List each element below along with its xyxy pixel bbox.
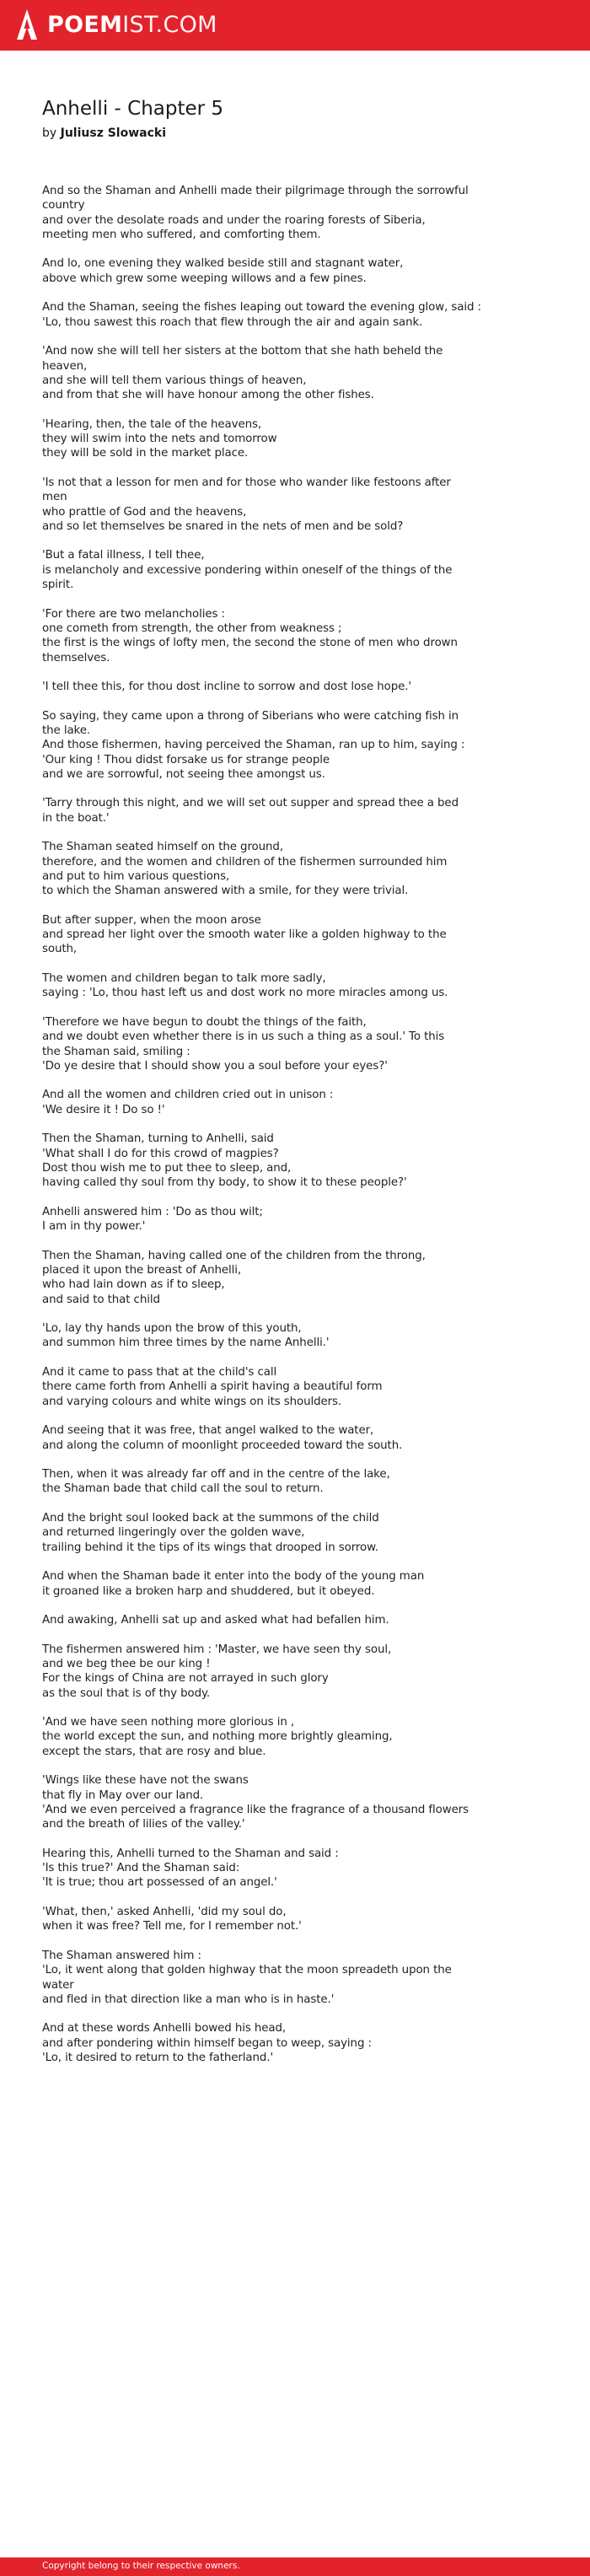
poem-line: themselves. xyxy=(42,651,110,664)
poem-stanza xyxy=(42,680,497,694)
poem-line: meeting men who suffered, and comforting them. xyxy=(42,228,321,241)
site-logo-text: POEMIST.COM xyxy=(47,12,217,38)
poem-line: 'Lo, it went along that golden highway that the moon spreadeth upon the xyxy=(42,1964,452,1977)
byline-prefix: by xyxy=(42,126,57,140)
poem-line: And those fishermen, having perceived the Shaman, ran up to him, saying : xyxy=(42,739,465,752)
poem-stanza xyxy=(42,1365,497,1409)
poem-line: Then the Shaman, having called one of the children from the throng, xyxy=(42,1249,426,1262)
poem-line: except the stars, that are rosy and blue. xyxy=(42,1745,266,1758)
poem-line: the Shaman said, smiling : xyxy=(42,1045,190,1058)
poem-byline xyxy=(42,126,166,140)
poem-line: 'Is this true?' And the Shaman said: xyxy=(42,1862,240,1875)
poem-stanza xyxy=(42,1905,497,1934)
poem-line: therefore, and the women and children of the fishermen surrounded him xyxy=(42,855,448,869)
poem-line: But after supper, when the moon arose xyxy=(42,913,261,927)
poem-line: And all the women and children cried out in unison : xyxy=(42,1089,334,1102)
poem-line: 'Therefore we have begun to doubt the things of the faith, xyxy=(42,1015,367,1029)
poem-line: 'We desire it ! Do so !' xyxy=(42,1103,165,1116)
poem-line: 'Lo, lay thy hands upon the brow of this youth, xyxy=(42,1322,302,1336)
poem-line: Anhelli answered him : 'Do as thou wilt; xyxy=(42,1205,263,1218)
poem-line: and we beg thee be our king ! xyxy=(42,1657,211,1670)
poem-line: and spread her light over the smooth water like a golden highway to the xyxy=(42,928,447,942)
poem-stanza xyxy=(42,607,497,665)
poem-line: 'Do ye desire that I should show you a soul before your eyes?' xyxy=(42,1059,388,1073)
poem-line: and fled in that direction like a man who is in haste.' xyxy=(42,1993,335,2006)
poem-line: placed it upon the breast of Anhelli, xyxy=(42,1263,242,1277)
poem-stanza xyxy=(42,796,497,826)
poem-line: Hearing this, Anhelli turned to the Shaman and said : xyxy=(42,1847,339,1860)
poem-stanza xyxy=(42,1423,497,1453)
poem-line: country xyxy=(42,199,85,212)
poem-line: And at these words Anhelli bowed his head, xyxy=(42,2022,287,2036)
poem-line: that fly in May over our land. xyxy=(42,1788,204,1802)
poem-line: having called thy soul from thy body, to show it to these people?' xyxy=(42,1176,407,1190)
poem-line: And when the Shaman bade it enter into the body of the young man xyxy=(42,1570,425,1584)
poem-line: The Shaman answered him : xyxy=(42,1949,201,1962)
poem-line: who prattle of God and the heavens, xyxy=(42,505,247,519)
poem-line: And awaking, Anhelli sat up and asked what had befallen him. xyxy=(42,1614,389,1627)
poem-line: For the kings of China are not arrayed in such glory xyxy=(42,1672,329,1686)
poem-line: they will be sold in the market place. xyxy=(42,447,249,460)
poem-line: 'Hearing, then, the tale of the heavens, xyxy=(42,417,262,431)
poem-line: Dost thou wish me to put thee to sleep, and, xyxy=(42,1161,292,1175)
poem-line: the first is the wings of lofty men, the second the stone of men who drown xyxy=(42,637,458,650)
poem-stanza xyxy=(42,1015,497,1073)
poem-line: and along the column of moonlight proceeded toward the south. xyxy=(42,1439,403,1452)
poem-stanza xyxy=(42,344,497,402)
poem-stanza xyxy=(42,1715,497,1759)
site-footer xyxy=(0,2557,590,2576)
poem-line: 'Lo, thou sawest this roach that flew through the air and again sank. xyxy=(42,315,423,329)
poem-line: in the boat.' xyxy=(42,811,110,825)
poem-line: And lo, one evening they walked beside still and stagnant water, xyxy=(42,257,404,271)
poem-line: Then, when it was already far off and in the centre of the lake, xyxy=(42,1468,390,1482)
poem-stanza xyxy=(42,840,497,898)
poem-line: and summon him three times by the name Anhelli.' xyxy=(42,1336,330,1350)
poem-line: and from that she will have honour among the other fishes. xyxy=(42,389,374,402)
poem-line: 'For there are two melancholies : xyxy=(42,607,225,621)
poem-stanza xyxy=(42,2021,497,2065)
author-link[interactable]: Juliusz Slowacki xyxy=(60,126,167,140)
poem-line: spirit. xyxy=(42,578,74,592)
poem-stanza xyxy=(42,1569,497,1599)
poem-line: the Shaman bade that child call the soul to return. xyxy=(42,1482,324,1496)
poem-line: 'What, then,' asked Anhelli, 'did my soul do, xyxy=(42,1906,287,1919)
poem-line: and put to him various questions, xyxy=(42,869,230,883)
poem-stanza xyxy=(42,184,497,242)
poem-line: to which the Shaman answered with a smile, for they were trivial. xyxy=(42,885,409,898)
poem-stanza xyxy=(42,1205,497,1234)
poem-line: the lake. xyxy=(42,723,91,737)
poem-line: and after pondering within himself began to weep, saying : xyxy=(42,2036,372,2050)
poem-title: Anhelli - Chapter 5 xyxy=(42,98,224,120)
poem-line: 'Is not that a lesson for men and for those who wander like festoons after xyxy=(42,476,451,489)
poem-line: And seeing that it was free, that angel walked to the water, xyxy=(42,1424,374,1438)
poem-line: and over the desolate roads and under the roaring forests of Siberia, xyxy=(42,213,426,227)
poem-line: is melancholy and excessive pondering within oneself of the things of the xyxy=(42,563,453,577)
poem-line: and said to that child xyxy=(42,1293,160,1306)
poem-line: saying : 'Lo, thou hast left us and dost work no more miracles among us. xyxy=(42,987,448,1000)
poem-line: who had lain down as if to sleep, xyxy=(42,1278,225,1292)
poem-line: men xyxy=(42,491,67,504)
poem-line: and varying colours and white wings on its shoulders. xyxy=(42,1395,342,1408)
poem-stanza xyxy=(42,417,497,461)
poem-stanza xyxy=(42,1088,497,1117)
poem-line: 'I tell thee this, for thou dost incline to sorrow and dost lose hope.' xyxy=(42,680,412,694)
poem-line: as the soul that is of thy body. xyxy=(42,1686,211,1700)
poem-stanza xyxy=(42,971,497,1001)
poem-line: one cometh from strength, the other from weakness ; xyxy=(42,621,342,635)
poem-stanza xyxy=(42,913,497,957)
poem-stanza xyxy=(42,1249,497,1307)
poem-line: and we are sorrowful, not seeing thee amongst us. xyxy=(42,767,325,781)
quill-logo-icon xyxy=(15,8,39,42)
poem-stanza xyxy=(42,1949,497,2007)
poem-stanza xyxy=(42,1643,497,1701)
poem-stanza xyxy=(42,1132,497,1190)
poem-line: heaven, xyxy=(42,359,88,373)
poem-stanza xyxy=(42,1613,497,1627)
poem-line: and we doubt even whether there is in us such a thing as a soul.' To this xyxy=(42,1030,445,1044)
poem-line: and she will tell them various things of heaven, xyxy=(42,374,307,387)
poem-line: and so let themselves be snared in the nets of men and be sold? xyxy=(42,519,404,533)
poem-line: And so the Shaman and Anhelli made their pilgrimage through the sorrowful xyxy=(42,185,469,197)
poem-line: the world except the sun, and nothing more brightly gleaming, xyxy=(42,1730,393,1744)
poem-stanza xyxy=(42,300,497,330)
poem-line: The fishermen answered him : 'Master, we have seen thy soul, xyxy=(42,1643,392,1656)
poem-stanza xyxy=(42,1467,497,1497)
poem-line: 'It is true; thou art possessed of an angel.' xyxy=(42,1876,277,1890)
poem-stanza xyxy=(42,1321,497,1351)
poem-stanza xyxy=(42,1773,497,1831)
poem-line: south, xyxy=(42,943,78,956)
poem-line: 'What shall I do for this crowd of magpies? xyxy=(42,1147,279,1160)
poem-line: The Shaman seated himself on the ground, xyxy=(42,841,283,854)
poem-line: trailing behind it the tips of its wings that drooped in sorrow. xyxy=(42,1541,378,1554)
poem-stanza xyxy=(42,1511,497,1555)
poem-stanza xyxy=(42,548,497,592)
poem-line: And the bright soul looked back at the summons of the child xyxy=(42,1512,379,1525)
poem-stanza xyxy=(42,256,497,286)
site-logo-link[interactable] xyxy=(15,8,217,42)
poem-line: above which grew some weeping willows and a few pines. xyxy=(42,272,367,285)
poem-line: water xyxy=(42,1978,74,1992)
poem-line: I am in thy power.' xyxy=(42,1220,146,1234)
poem-stanza xyxy=(42,476,497,534)
poem-line: And the Shaman, seeing the fishes leaping out toward the evening glow, said : xyxy=(42,301,481,315)
poem-line: 'Our king ! Thou didst forsake us for strange people xyxy=(42,753,330,766)
poem-line: 'But a fatal illness, I tell thee, xyxy=(42,549,205,562)
poem-stanza xyxy=(42,1847,497,1890)
poem-line: and the breath of lilies of the valley.' xyxy=(42,1818,245,1831)
poem-stanza xyxy=(42,709,497,782)
poem-line: 'And we even perceived a fragrance like the fragrance of a thousand flowers xyxy=(42,1803,469,1816)
poem-line: there came forth from Anhelli a spirit having a beautiful form xyxy=(42,1380,383,1394)
poem-line: 'Lo, it desired to return to the fatherland.' xyxy=(42,2052,274,2064)
poem-line: And it came to pass that at the child's call xyxy=(42,1366,277,1379)
poem-body xyxy=(42,184,497,2080)
poem-line: 'Wings like these have not the swans xyxy=(42,1774,249,1788)
copyright-notice: Copyright belong to their respective owners. xyxy=(42,2561,240,2571)
poem-line: So saying, they came upon a throng of Siberians who were catching fish in xyxy=(42,709,459,723)
poem-line: they will swim into the nets and tomorrow xyxy=(42,433,277,446)
poem-line: 'Tarry through this night, and we will set out supper and spread thee a bed xyxy=(42,797,459,810)
site-header xyxy=(0,0,590,51)
poem-line: it groaned like a broken harp and shuddered, but it obeyed. xyxy=(42,1584,375,1598)
poem-line: 'And we have seen nothing more glorious in , xyxy=(42,1716,295,1729)
poem-line: The women and children began to talk more sadly, xyxy=(42,972,326,986)
poem-line: Then the Shaman, turning to Anhelli, said xyxy=(42,1132,274,1146)
poem-line: when it was free? Tell me, for I remember not.' xyxy=(42,1920,302,1933)
poem-line: 'And now she will tell her sisters at the bottom that she hath beheld the xyxy=(42,345,443,358)
poem-line: and returned lingeringly over the golden wave, xyxy=(42,1526,305,1540)
